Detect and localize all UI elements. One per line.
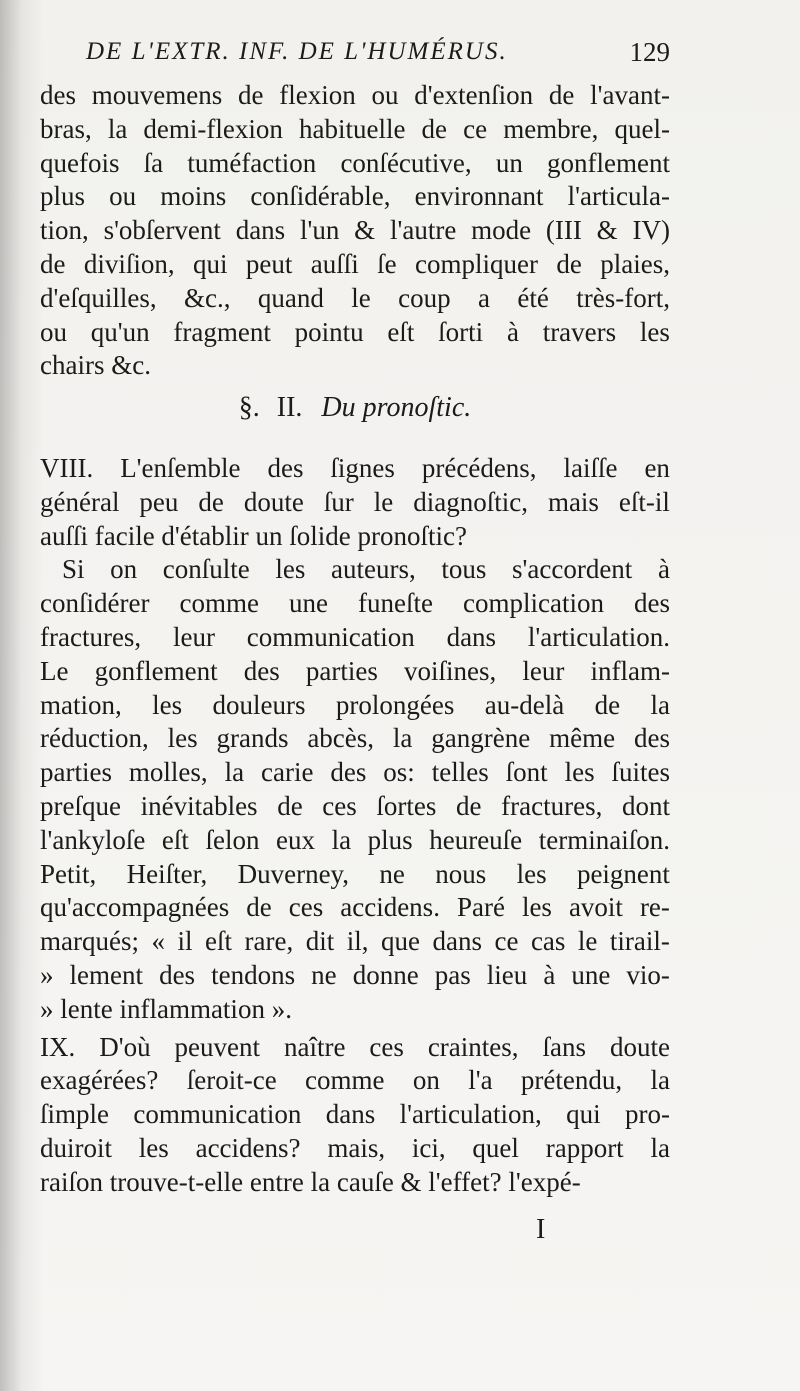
text-line: parties molles, la carie des os: telles ſont les ſuites — [40, 757, 670, 788]
section-number: II. — [276, 392, 303, 423]
text-line: qu'accompagnées de ces accidens. Paré les avoit re- — [40, 892, 670, 923]
text-line: bras, la demi-flexion habituelle de ce membre, quel- — [40, 113, 670, 144]
text-line: duiroit les accidens? mais, ici, quel rapport la — [40, 1133, 670, 1163]
text-line: tion, s'obſervent dans l'un & l'autre mode (III & IV) — [40, 215, 670, 246]
text-line: réduction, les grands abcès, la gangrène même des — [40, 723, 670, 754]
text-line: » lement des tendons ne donne pas lieu à une vio- — [40, 960, 670, 990]
text-line: général peu de doute ſur le diagnoſtic, mais eſt-il — [40, 486, 670, 517]
text-line: » lente inflammation ». — [40, 993, 292, 1024]
text-line: ſimple communication dans l'articulation, qui pro- — [40, 1099, 670, 1130]
section-title: Du pronoſtic. — [321, 392, 472, 423]
text-line: ou qu'un fragment pointu eſt ſorti à travers les — [40, 316, 670, 347]
text-line: plus ou moins conſidérable, environnant l'articula- — [40, 181, 670, 212]
text-line: conſidérer comme une funeſte complication des — [40, 588, 670, 619]
text-line: Le gonflement des parties voiſines, leur inflam- — [40, 655, 670, 686]
signature-mark: I — [536, 1214, 546, 1245]
text-line: quefois ſa tuméfaction conſécutive, un gonflement — [40, 147, 670, 178]
text-line: d'eſquilles, &c., quand le coup a été très-fort, — [40, 282, 670, 313]
text-line: marqués; « il eſt rare, dit il, que dans ce cas le tirail- — [40, 926, 670, 957]
text-line: raiſon trouve-t-elle entre la cauſe & l'effet? l'expé- — [40, 1166, 581, 1197]
text-line: Si on conſulte les auteurs, tous s'accordent à — [62, 554, 670, 585]
running-head: DE L'EXTR. INF. DE L'HUMÉRUS. — [86, 38, 508, 65]
text-line: de diviſion, qui peut auſſi ſe compliquer de plaies, — [40, 249, 670, 279]
section-symbol: §. — [238, 392, 260, 423]
text-line: preſque inévitables de ces ſortes de fractures, dont — [40, 791, 670, 821]
text-line: des mouvemens de flexion ou d'extenſion de l'avant- — [40, 80, 670, 110]
text-line: l'ankyloſe eſt ſelon eux la plus heureuſe terminaiſon. — [40, 824, 670, 855]
text-line: chairs &c. — [40, 350, 151, 381]
text-line: mation, les douleurs prolongées au-delà de la — [40, 689, 670, 720]
text-line: auſſi facile d'établir un ſolide pronoſtic? — [40, 520, 467, 551]
text-line: Petit, Heiſter, Duverney, ne nous les peignent — [40, 858, 670, 889]
text-line: IX. D'où peuvent naître ces craintes, ſans doute — [40, 1031, 670, 1062]
page-number: 129 — [629, 37, 670, 67]
page-header — [86, 34, 670, 74]
text-line: exagérées? ſeroit-ce comme on l'a prétendu, la — [40, 1065, 670, 1096]
text-line: fractures, leur communication dans l'articulation. — [40, 622, 670, 652]
section-heading — [40, 391, 670, 425]
text-line: VIII. L'enſemble des ſignes précédens, laiſſe en — [40, 453, 670, 483]
